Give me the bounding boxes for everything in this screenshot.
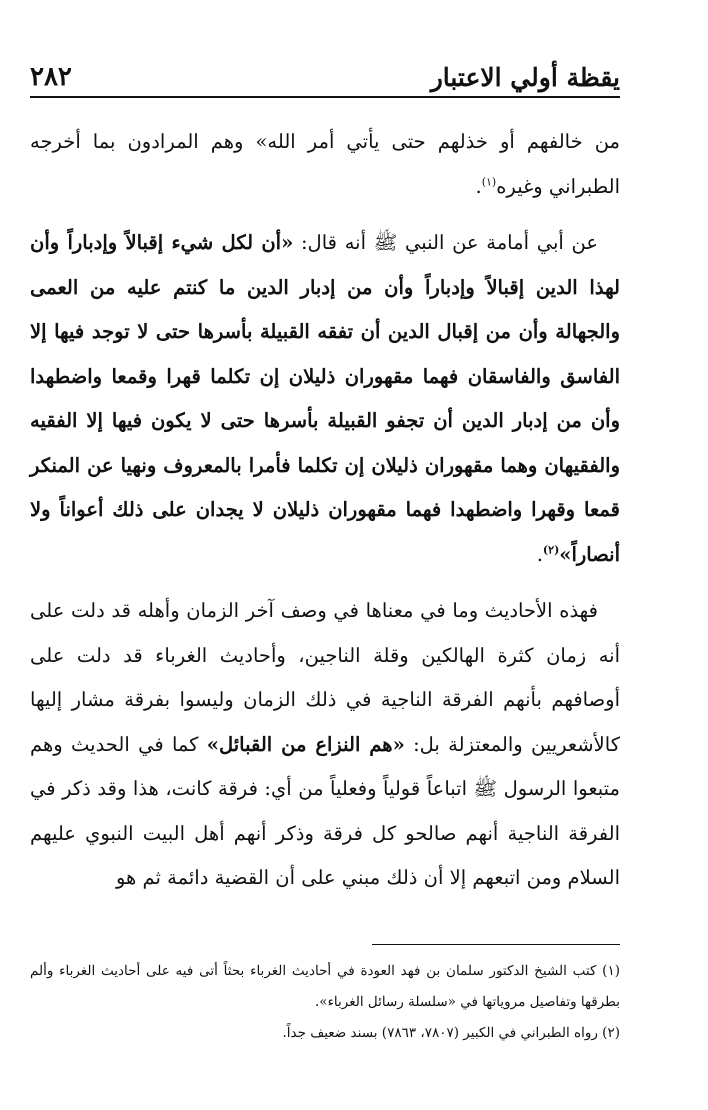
paragraph-end: .: [536, 542, 543, 566]
paragraph-end: .: [475, 174, 482, 198]
running-header: [30, 52, 620, 98]
paragraph-hadith: [30, 221, 620, 577]
footnote-ref: (٢): [542, 543, 560, 556]
footnote: (١) كتب الشيخ الدكتور سلمان بن فهد العودة في أحاديث الغرباء بحثاً أتى فيه على أحاديث الغرباء وألم بطرقها وتفاصيل مروياتها في «سلسلة رسائل الغرباء».: [30, 963, 620, 1010]
footnote: (٢) رواه الطبراني في الكبير (٧٨٠٧، ٧٨٦٣) بسند ضعيف جداً.: [282, 1025, 620, 1041]
hadith-lead: عن أبي أمامة عن النبي ﷺ أنه قال:: [293, 231, 598, 254]
paragraph-text: فهذه الأحاديث وما في معناها في وصف آخر الزمان وأهله قد دلت على أنه زمان كثرة الهالكين وقلة الناجين، وأحاديث الغرباء قد دلت على أوصافهم بأنهم الفرقة الناجية في ذلك الزمان وليسوا بفرقة مشار إليها كالأشعريين والمعتزلة بل:: [30, 599, 620, 756]
highlighted-quote: «هم النزاع من القبائل»: [206, 732, 405, 756]
book-title: يقظة أولي الاعتبار: [430, 63, 620, 92]
paragraph: [30, 120, 620, 209]
footnote-divider: [372, 944, 620, 945]
paragraph-text: من خالفهم أو خذلهم حتى يأتي أمر الله» وهم المرادون بما أخرجه الطبراني وغيره: [30, 130, 620, 198]
paragraph-text: كما في الحديث وهم متبعوا الرسول ﷺ اتباعاً قولياً وفعلياً من أي: فرقة كانت، هذا وقد ذكر في الفرقة الناجية أنهم صالحو كل فرقة وذكر أنهم أهل البيت النبوي عليهم السلام ومن اتبعهم إلا أن ذلك مبني على أن القضية دائمة ثم هو: [30, 732, 620, 889]
footnotes: [30, 956, 620, 1049]
hadith-quote: «أن لكل شيء إقبالاً وإدباراً وأن لهذا الدين إقبالاً وإدباراً وأن من إدبار الدين ما كنتم عليه من العمى والجهالة وأن من إقبال الدين أن تفقه القبيلة بأسرها حتى لا توجد فيها إلا الفاسق والفاسقان فهما مقهوران ذليلان إن تكلما قهرا وقمعا واضطهدا وأن من إدبار الدين أن تجفو القبيلة بأسرها حتى لا يكون فيها إلا الفقيه والفقيهان وهما مقهوران ذليلان إن تكلما فأمرا بالمعروف ونهيا عن المنكر قمعا وقهرا واضطهدا فهما مقهوران ذليلان لا يجدان على ذلك أعواناً ولا أنصاراً»: [30, 231, 620, 566]
page-number: ٢٨٢: [30, 62, 72, 92]
footnote-ref: (١): [481, 175, 497, 188]
main-text: [30, 120, 620, 913]
paragraph: [30, 589, 620, 901]
